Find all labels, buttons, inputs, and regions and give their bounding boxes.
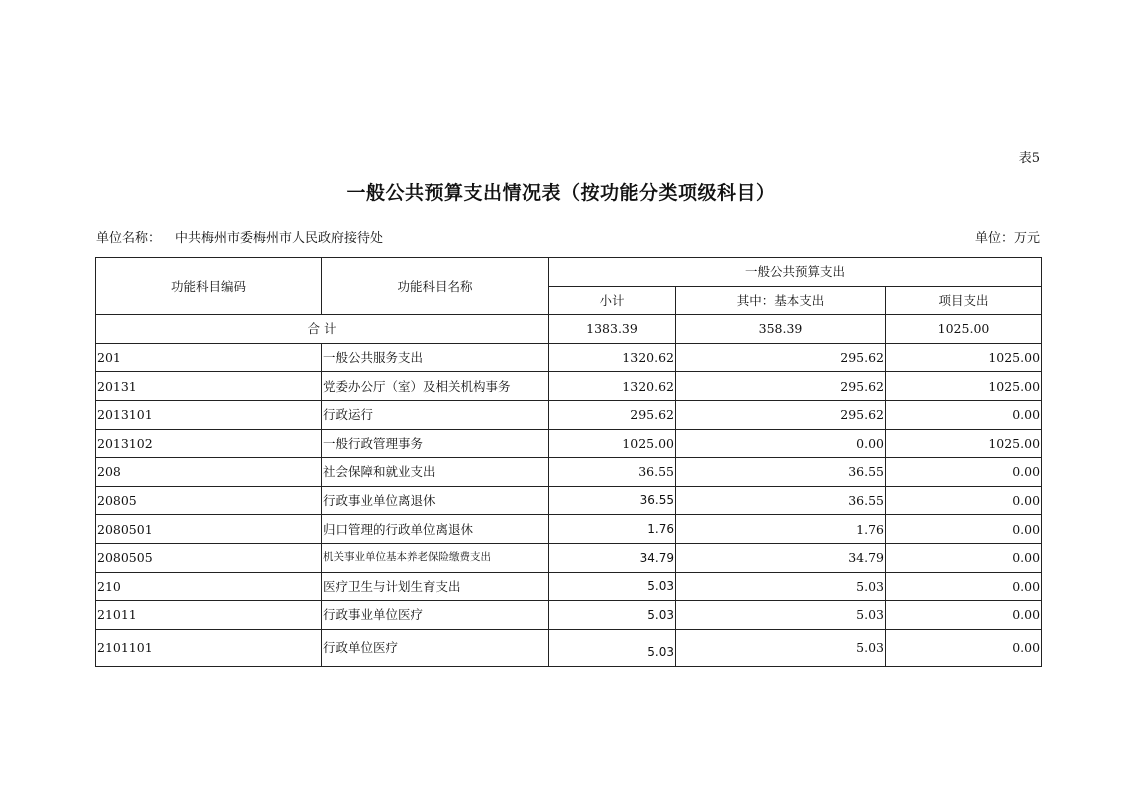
unit-name-line <box>96 227 383 246</box>
row-subtotal: 5.03 <box>549 601 676 630</box>
total-subtotal: 1383.39 <box>549 315 676 344</box>
row-project: 0.00 <box>886 543 1042 572</box>
table-row <box>96 429 1042 458</box>
row-code: 20805 <box>96 486 322 515</box>
row-code: 2013102 <box>96 429 322 458</box>
row-basic: 5.03 <box>676 601 886 630</box>
total-project: 1025.00 <box>886 315 1042 344</box>
row-project: 0.00 <box>886 572 1042 601</box>
row-project: 1025.00 <box>886 343 1042 372</box>
row-name: 社会保障和就业支出 <box>322 458 549 487</box>
row-code: 2013101 <box>96 400 322 429</box>
total-label: 合 计 <box>96 315 549 344</box>
table-row <box>96 486 1042 515</box>
row-code: 2080505 <box>96 543 322 572</box>
row-basic: 295.62 <box>676 343 886 372</box>
row-project: 0.00 <box>886 515 1042 544</box>
row-subtotal: 36.55 <box>549 486 676 515</box>
row-code: 21011 <box>96 601 322 630</box>
table-row <box>96 515 1042 544</box>
row-subtotal: 34.79 <box>549 543 676 572</box>
row-project: 0.00 <box>886 486 1042 515</box>
row-basic: 295.62 <box>676 400 886 429</box>
row-name: 医疗卫生与计划生育支出 <box>322 572 549 601</box>
table-row <box>96 601 1042 630</box>
row-project: 0.00 <box>886 629 1042 666</box>
table-row <box>96 572 1042 601</box>
table-row <box>96 400 1042 429</box>
table-row <box>96 458 1042 487</box>
row-basic: 5.03 <box>676 629 886 666</box>
row-subtotal: 5.03 <box>549 572 676 601</box>
row-project: 0.00 <box>886 400 1042 429</box>
header-project: 项目支出 <box>886 286 1042 315</box>
header-group: 一般公共预算支出 <box>549 258 1042 287</box>
row-subtotal: 1.76 <box>549 515 676 544</box>
row-code: 2101101 <box>96 629 322 666</box>
row-name: 行政事业单位医疗 <box>322 601 549 630</box>
row-subtotal: 36.55 <box>549 458 676 487</box>
total-row <box>96 315 1042 344</box>
row-basic: 295.62 <box>676 372 886 401</box>
table-row <box>96 343 1042 372</box>
row-subtotal: 1025.00 <box>549 429 676 458</box>
table-row <box>96 543 1042 572</box>
table-number: 表5 <box>1018 151 1040 166</box>
table-row <box>96 372 1042 401</box>
budget-table <box>95 257 1042 667</box>
row-subtotal: 1320.62 <box>549 372 676 401</box>
row-basic: 36.55 <box>676 486 886 515</box>
header-subtotal: 小计 <box>549 286 676 315</box>
currency-unit: 单位：万元 <box>974 231 1040 246</box>
row-code: 20131 <box>96 372 322 401</box>
row-name: 党委办公厅（室）及相关机构事务 <box>322 372 549 401</box>
row-name: 行政运行 <box>322 400 549 429</box>
row-name: 一般公共服务支出 <box>322 343 549 372</box>
unit-name-value: 中共梅州市委梅州市人民政府接待处 <box>175 231 384 246</box>
row-name: 机关事业单位基本养老保险缴费支出 <box>322 543 549 572</box>
row-subtotal: 1320.62 <box>549 343 676 372</box>
row-basic: 34.79 <box>676 543 886 572</box>
row-basic: 36.55 <box>676 458 886 487</box>
row-project: 0.00 <box>886 601 1042 630</box>
row-code: 2080501 <box>96 515 322 544</box>
row-project: 0.00 <box>886 458 1042 487</box>
table-row <box>96 629 1042 666</box>
unit-name-label: 单位名称： <box>96 231 162 246</box>
row-name: 行政单位医疗 <box>322 629 549 666</box>
row-code: 210 <box>96 572 322 601</box>
row-project: 1025.00 <box>886 372 1042 401</box>
header-basic: 其中：基本支出 <box>676 286 886 315</box>
row-subtotal: 5.03 <box>549 629 676 666</box>
row-name: 一般行政管理事务 <box>322 429 549 458</box>
document-title: 一般公共预算支出情况表（按功能分类项级科目） <box>346 182 776 204</box>
row-name: 归口管理的行政单位离退休 <box>322 515 549 544</box>
row-basic: 5.03 <box>676 572 886 601</box>
header-code: 功能科目编码 <box>96 258 322 315</box>
row-name: 行政事业单位离退休 <box>322 486 549 515</box>
row-subtotal: 295.62 <box>549 400 676 429</box>
row-code: 208 <box>96 458 322 487</box>
header-name: 功能科目名称 <box>322 258 549 315</box>
row-basic: 1.76 <box>676 515 886 544</box>
total-basic: 358.39 <box>676 315 886 344</box>
row-basic: 0.00 <box>676 429 886 458</box>
row-code: 201 <box>96 343 322 372</box>
row-project: 1025.00 <box>886 429 1042 458</box>
